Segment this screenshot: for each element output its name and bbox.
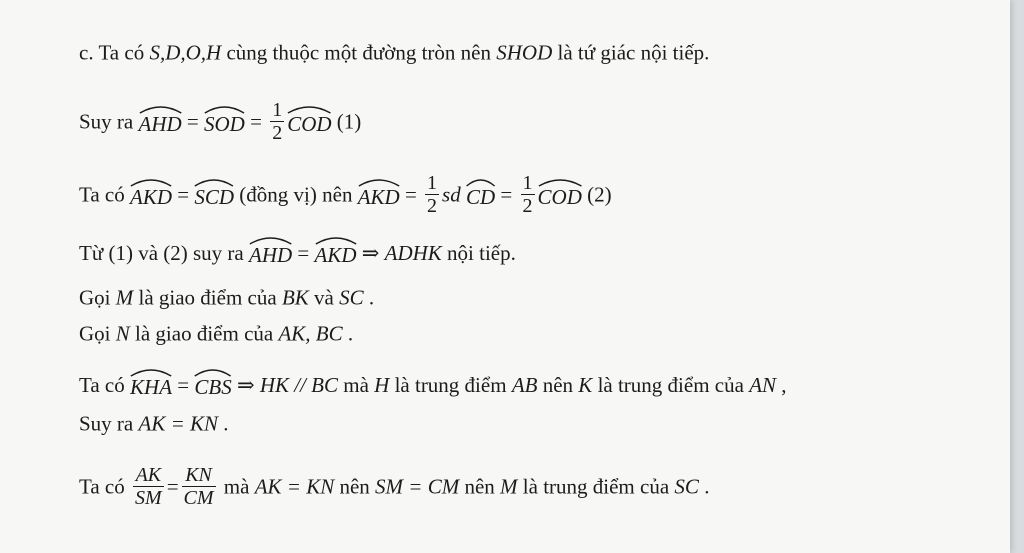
text-run: Ta có [79, 373, 131, 397]
math-expression: ADHK [384, 241, 442, 265]
line-4 [79, 241, 516, 266]
fraction-numerator: 1 [272, 99, 283, 121]
arc-symbol-icon [358, 177, 400, 187]
math-expression: K [578, 373, 593, 397]
arc-notation [194, 183, 234, 208]
arc-notation [194, 373, 231, 398]
line-9 [79, 465, 709, 509]
text-run: ⇒ [356, 241, 385, 265]
text-run: = [166, 474, 179, 499]
text-run: cùng thuộc một đường tròn nên [221, 40, 497, 65]
math-expression: M [500, 474, 518, 499]
arc-symbol-icon [139, 104, 182, 114]
text-run: Suy ra [79, 109, 139, 134]
fraction-denominator: SM [135, 487, 162, 509]
arc-symbol-icon [315, 235, 357, 245]
line-5 [79, 286, 374, 309]
line-6 [79, 322, 353, 345]
text-run: (2) [581, 182, 612, 207]
line-7 [79, 373, 787, 398]
math-expression: AK = KN [254, 474, 335, 499]
text-run: Gọi [79, 285, 116, 310]
arc-notation [130, 183, 172, 208]
fraction-numerator: KN [185, 464, 212, 486]
arc-symbol-icon [538, 177, 582, 187]
fraction-numerator: 1 [522, 172, 533, 194]
math-expression: M [115, 285, 134, 310]
arc-label: AKD [130, 184, 173, 209]
text-run: c. Ta có [79, 40, 150, 65]
arc-notation [538, 183, 582, 208]
line-3 [79, 173, 612, 217]
text-run: = [181, 109, 205, 134]
text-run: nội tiếp. [441, 241, 516, 265]
arc-label: AHD [249, 243, 293, 267]
text-run: Suy ra [79, 411, 139, 436]
text-run: và [308, 285, 340, 310]
fraction [521, 173, 535, 217]
arc-notation [466, 183, 495, 208]
fraction [270, 100, 284, 144]
text-run: , [776, 373, 787, 397]
fraction [425, 173, 439, 217]
arc-label: AHD [138, 111, 182, 136]
fraction [182, 465, 216, 509]
text-run: . [218, 411, 229, 436]
math-expression: HK // BC [259, 373, 338, 397]
text-run: nên [334, 474, 376, 499]
arc-symbol-icon [249, 235, 292, 245]
text-run: (1) [331, 109, 362, 134]
arc-symbol-icon [204, 104, 245, 114]
arc-label: AKD [357, 184, 400, 209]
text-run: là trung điểm [389, 373, 512, 397]
fraction-denominator: CM [183, 487, 214, 509]
arc-symbol-icon [194, 177, 234, 187]
arc-symbol-icon [130, 367, 172, 377]
arc-notation [139, 110, 182, 135]
text-run: . [342, 321, 354, 346]
text-run: Ta có [79, 474, 131, 499]
math-expression: AK, BC [278, 321, 343, 346]
fraction-denominator: 2 [272, 122, 283, 144]
math-expression: S,D,O,H [149, 40, 222, 65]
text-run: . [698, 474, 710, 499]
text-run: Ta có [79, 182, 131, 207]
text-run: = [172, 182, 195, 207]
text-run: = [495, 182, 518, 207]
arc-notation [130, 373, 172, 398]
arc-label: SOD [204, 111, 245, 136]
arc-notation [287, 110, 331, 135]
arc-label: CD [465, 184, 496, 209]
arc-label: COD [537, 184, 582, 209]
math-expression: SM = CM [375, 474, 460, 499]
math-expression: AK = KN [138, 411, 219, 436]
arc-symbol-icon [287, 104, 331, 114]
text-run: = [399, 182, 423, 207]
math-expression: sd [442, 182, 466, 207]
text-run: mà [218, 474, 255, 499]
arc-notation [358, 183, 400, 208]
text-run: Từ (1) và (2) suy ra [79, 241, 249, 265]
text-run: nên [459, 474, 501, 499]
text-run: là giao điểm của [129, 321, 279, 346]
math-expression: SHOD [496, 40, 553, 65]
arc-symbol-icon [466, 177, 495, 187]
text-run: là giao điểm của [133, 285, 282, 310]
line-2 [79, 100, 361, 144]
math-expression: SC [339, 285, 364, 310]
arc-label: KHA [130, 375, 173, 399]
text-run: là trung điểm của [517, 474, 675, 499]
arc-notation [204, 110, 245, 135]
arc-label: COD [287, 111, 332, 136]
text-run: là tứ giác nội tiếp. [552, 40, 710, 65]
text-run: (đồng vị) nên [234, 182, 358, 207]
arc-label: SCD [194, 184, 235, 209]
arc-label: CBS [194, 375, 232, 399]
text-run: là trung điểm của [592, 373, 750, 397]
text-run: ⇒ [231, 373, 260, 397]
fraction-denominator: 2 [522, 195, 533, 217]
arc-notation [315, 241, 357, 266]
arc-notation [249, 241, 292, 266]
math-expression: H [374, 373, 390, 397]
math-expression: SC [674, 474, 699, 499]
math-expression: BK [281, 285, 309, 310]
fraction [133, 465, 164, 509]
text-run: Gọi [79, 321, 116, 346]
math-expression: AB [511, 373, 538, 397]
math-expression: N [115, 321, 130, 346]
line-1 [79, 41, 709, 64]
fraction-numerator: AK [135, 464, 162, 486]
fraction-denominator: 2 [427, 195, 438, 217]
math-expression: AN [749, 373, 777, 397]
line-8 [79, 412, 229, 435]
text-run: = [244, 109, 268, 134]
text-run: = [292, 241, 315, 265]
fraction-numerator: 1 [427, 172, 438, 194]
text-run: mà [338, 373, 375, 397]
arc-label: AKD [314, 243, 357, 267]
text-run: . [363, 285, 375, 310]
text-run: nên [537, 373, 579, 397]
arc-symbol-icon [194, 367, 231, 377]
text-run: = [172, 373, 195, 397]
arc-symbol-icon [130, 177, 172, 187]
